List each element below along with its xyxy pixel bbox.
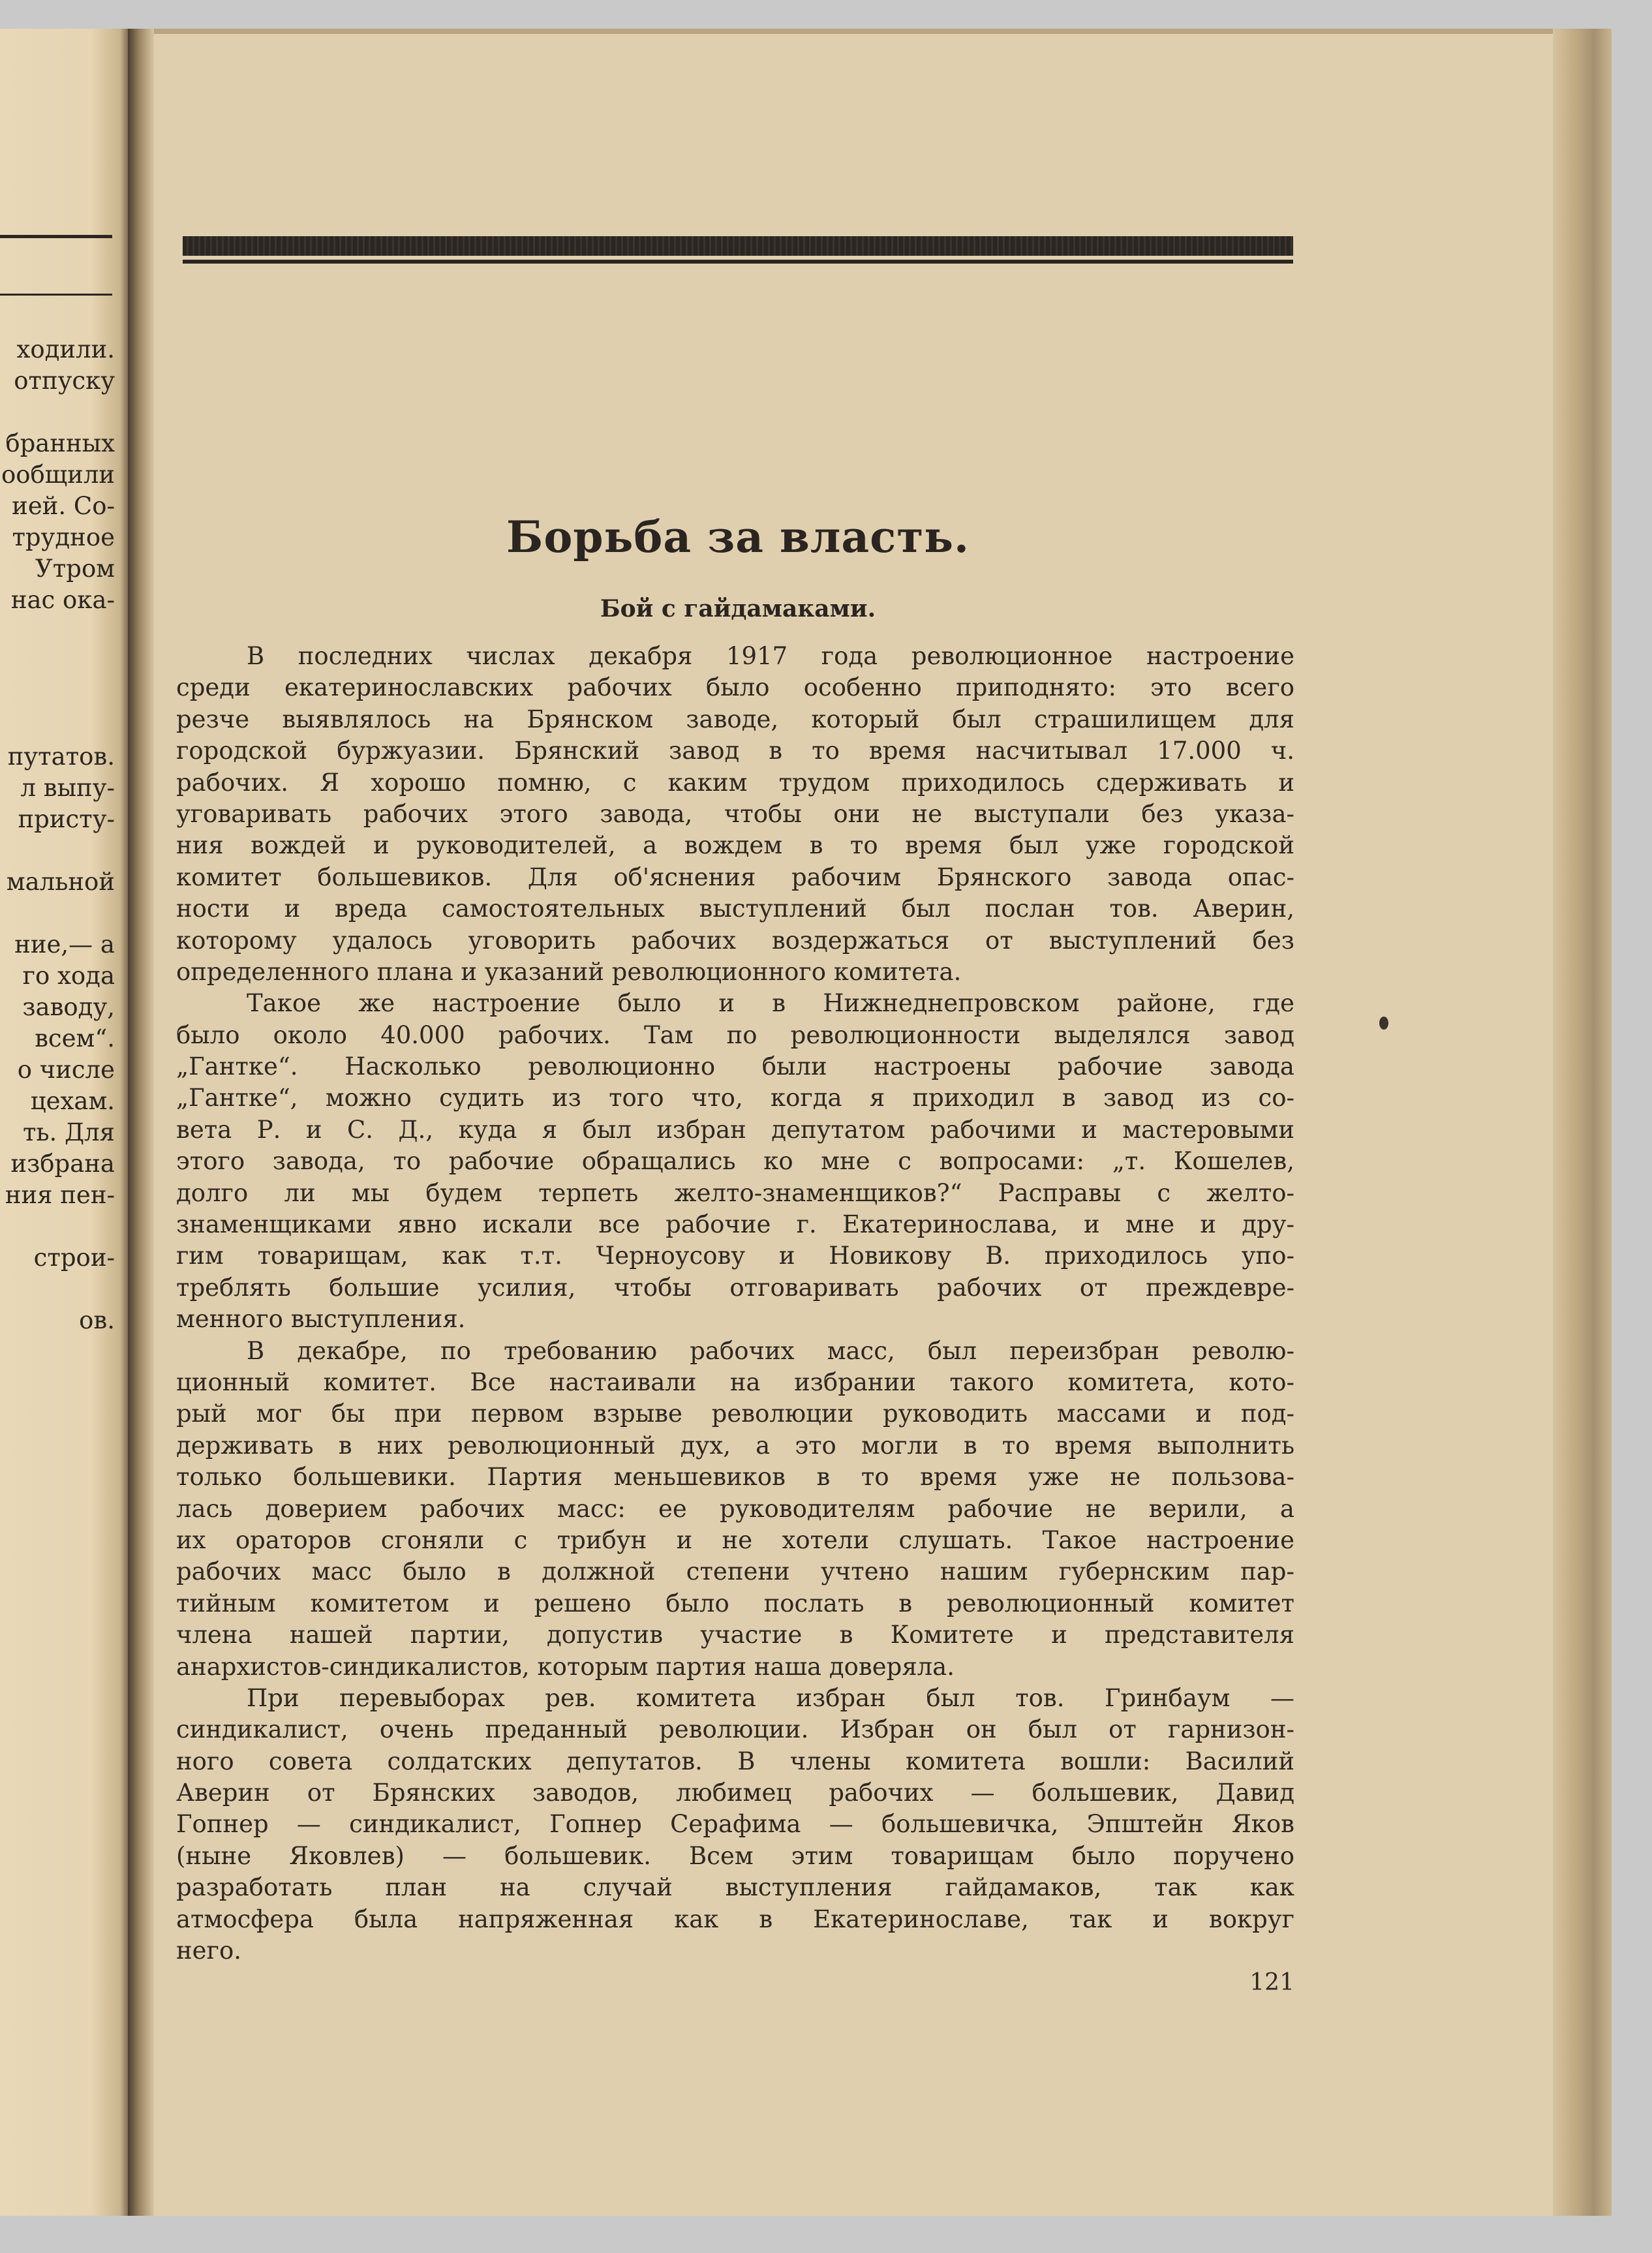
previous-page-line — [0, 679, 115, 710]
text-line: этого завода, то рабочие обращались ко мне с вопросами: „т. Кошелев, — [176, 1147, 1294, 1176]
previous-page-line — [0, 898, 115, 929]
text-line: только большевики. Партия меньшевиков в то время уже не пользова- — [176, 1463, 1294, 1492]
previous-page-line — [0, 710, 115, 741]
ink-blot — [1379, 1017, 1388, 1030]
text-line: него. — [176, 1937, 241, 1965]
previous-page-line: избрана — [10, 1150, 115, 1178]
previous-page-line: цехам. — [30, 1087, 115, 1115]
text-line: „Гантке“, можно судить из того что, когда я приходил в завод из со- — [176, 1084, 1294, 1112]
text-line: ности и вреда самостоятельных выступлений был послан тов. Аверин, — [176, 895, 1294, 923]
previous-page-rule-top — [0, 235, 112, 238]
previous-page-line: ние,— а — [14, 930, 115, 958]
previous-page-line: отпуску — [14, 367, 115, 395]
previous-page-line: нас ока- — [10, 586, 115, 614]
previous-page-line: строи- — [33, 1244, 115, 1272]
text-line: было около 40.000 рабочих. Там по революционности выделялся завод — [176, 1020, 1294, 1049]
previous-page-line — [0, 1211, 115, 1242]
text-line: Такое же настроение было и в Нижнеднепровском районе, где — [247, 989, 1294, 1018]
previous-page-line — [0, 616, 115, 647]
previous-page-line: путатов. — [7, 743, 115, 771]
text-line: Аверин от Брянских заводов, любимец рабочих — большевик, Давид — [176, 1779, 1294, 1807]
previous-page-line: мальной — [6, 868, 115, 896]
text-line: уговаривать рабочих этого завода, чтобы они не выступали без указа- — [176, 799, 1294, 828]
text-line: В декабре, по требованию рабочих масс, был переизбран револю- — [247, 1336, 1294, 1365]
previous-page-line: трудное — [12, 523, 115, 551]
text-line: тийным комитетом и решено было послать в революционный комитет — [176, 1589, 1294, 1617]
text-line: ционный комитет. Все настаивали на избрании такого комитета, кото- — [176, 1368, 1294, 1396]
text-line: резче выявлялось на Брянском заводе, который был страшилищем для — [176, 705, 1294, 733]
text-line: члена нашей партии, допустив участие в Комитете и представителя — [176, 1621, 1294, 1649]
previous-page-text-fragments — [0, 334, 115, 1336]
text-line: среди екатеринославских рабочих было особенно приподнято: это всего — [176, 673, 1294, 702]
text-line: их ораторов сгоняли с трибун и не хотели слушать. Такое настроение — [176, 1525, 1294, 1554]
text-line: разработать план на случай выступления гайдамаков, так как — [176, 1873, 1294, 1902]
previous-page-line: ов. — [79, 1306, 115, 1334]
text-line: определенного плана и указаний революционного комитета. — [176, 957, 962, 986]
text-line: треблять большие усилия, чтобы отговаривать рабочих от преждевре- — [176, 1273, 1294, 1302]
text-line: анархистов-синдикалистов, которым партия наша доверяла. — [176, 1652, 955, 1681]
chapter-header-bar — [183, 236, 1293, 256]
text-line: гим товарищам, как т.т. Черноусову и Новикову В. приходилось упо- — [176, 1242, 1294, 1270]
book-scan — [0, 29, 1612, 2216]
page-number: 121 — [1249, 1969, 1294, 1996]
page — [154, 29, 1553, 2216]
page-edge-stack — [1553, 29, 1612, 2216]
previous-page-line — [0, 1274, 115, 1305]
text-line: которому удалось уговорить рабочих воздержаться от выступлений без — [176, 926, 1294, 955]
previous-page-line: заводу, — [22, 993, 115, 1021]
chapter-title: Борьба за власть. — [506, 512, 970, 562]
text-line: ния вождей и руководителей, а вождем в то время был уже городской — [176, 831, 1294, 860]
text-line: синдикалист, очень преданный революции. Избран он был от гарнизон- — [176, 1715, 1294, 1744]
previous-page-line: ния пен- — [5, 1181, 115, 1209]
text-line: (ныне Яковлев) — большевик. Всем этим товарищам было поручено — [176, 1841, 1294, 1870]
text-line: В последних числах декабря 1917 года революционное настроение — [247, 642, 1294, 670]
text-line: рабочих. Я хорошо помню, с каким трудом приходилось сдерживать и — [176, 768, 1294, 797]
text-line: рый мог бы при первом взрыве революции руководить массами и под- — [176, 1400, 1294, 1428]
text-line: городской буржуазии. Брянский завод в то время насчитывал 17.000 ч. — [176, 737, 1294, 765]
previous-page-line: присту- — [18, 805, 115, 833]
section-subtitle: Бой с гайдамаками. — [600, 595, 876, 622]
text-line: держивать в них революционный дух, а это могли в то время выполнить — [176, 1431, 1294, 1460]
text-line: лась доверием рабочих масс: ее руководителям рабочие не верили, а — [176, 1494, 1294, 1523]
article-body — [176, 641, 1294, 1967]
previous-page — [0, 29, 130, 2216]
previous-page-line: го хода — [22, 962, 115, 990]
previous-page-line: Утром — [35, 555, 115, 583]
previous-page-line: бранных — [5, 429, 115, 457]
text-line: вета Р. и С. Д., куда я был избран депутатом рабочими и мастеровыми — [176, 1115, 1294, 1144]
text-line: атмосфера была напряженная как в Екатеринославе, так и вокруг — [176, 1905, 1294, 1933]
previous-page-line — [0, 397, 115, 428]
previous-page-line: всем“. — [35, 1024, 115, 1052]
previous-page-line: л выпу- — [20, 774, 115, 802]
book-spine-shadow — [128, 29, 154, 2216]
previous-page-line: ходили. — [16, 335, 115, 363]
text-line: знаменщиками явно искали все рабочие г. Екатеринослава, и мне и дру- — [176, 1210, 1294, 1239]
chapter-header-rule — [183, 260, 1293, 264]
text-line: менного выступления. — [176, 1305, 466, 1334]
previous-page-rule-bottom — [0, 294, 112, 296]
previous-page-line: о числе — [17, 1056, 115, 1084]
previous-page-line: ией. Со- — [12, 492, 115, 520]
text-line: долго ли мы будем терпеть желто-знаменщиков?“ Расправы с желто- — [176, 1178, 1294, 1207]
text-line: Гопнер — синдикалист, Гопнер Серафима — большевичка, Эпштейн Яков — [176, 1810, 1294, 1839]
text-line: комитет большевиков. Для об'яснения рабочим Брянского завода опас- — [176, 863, 1294, 891]
text-line: При перевыборах рев. комитета избран был тов. Гринбаум — — [247, 1683, 1294, 1712]
text-line: рабочих масс было в должной степени учтено нашим губернским пар- — [176, 1557, 1294, 1586]
previous-page-line — [0, 647, 115, 679]
text-line: „Гантке“. Насколько революционно были настроены рабочие завода — [176, 1052, 1294, 1081]
text-line: ного совета солдатских депутатов. В члены комитета вошли: Василий — [176, 1747, 1294, 1775]
previous-page-line: ообщили — [1, 461, 115, 489]
previous-page-line — [0, 835, 115, 866]
previous-page-line: ть. Для — [22, 1118, 115, 1146]
